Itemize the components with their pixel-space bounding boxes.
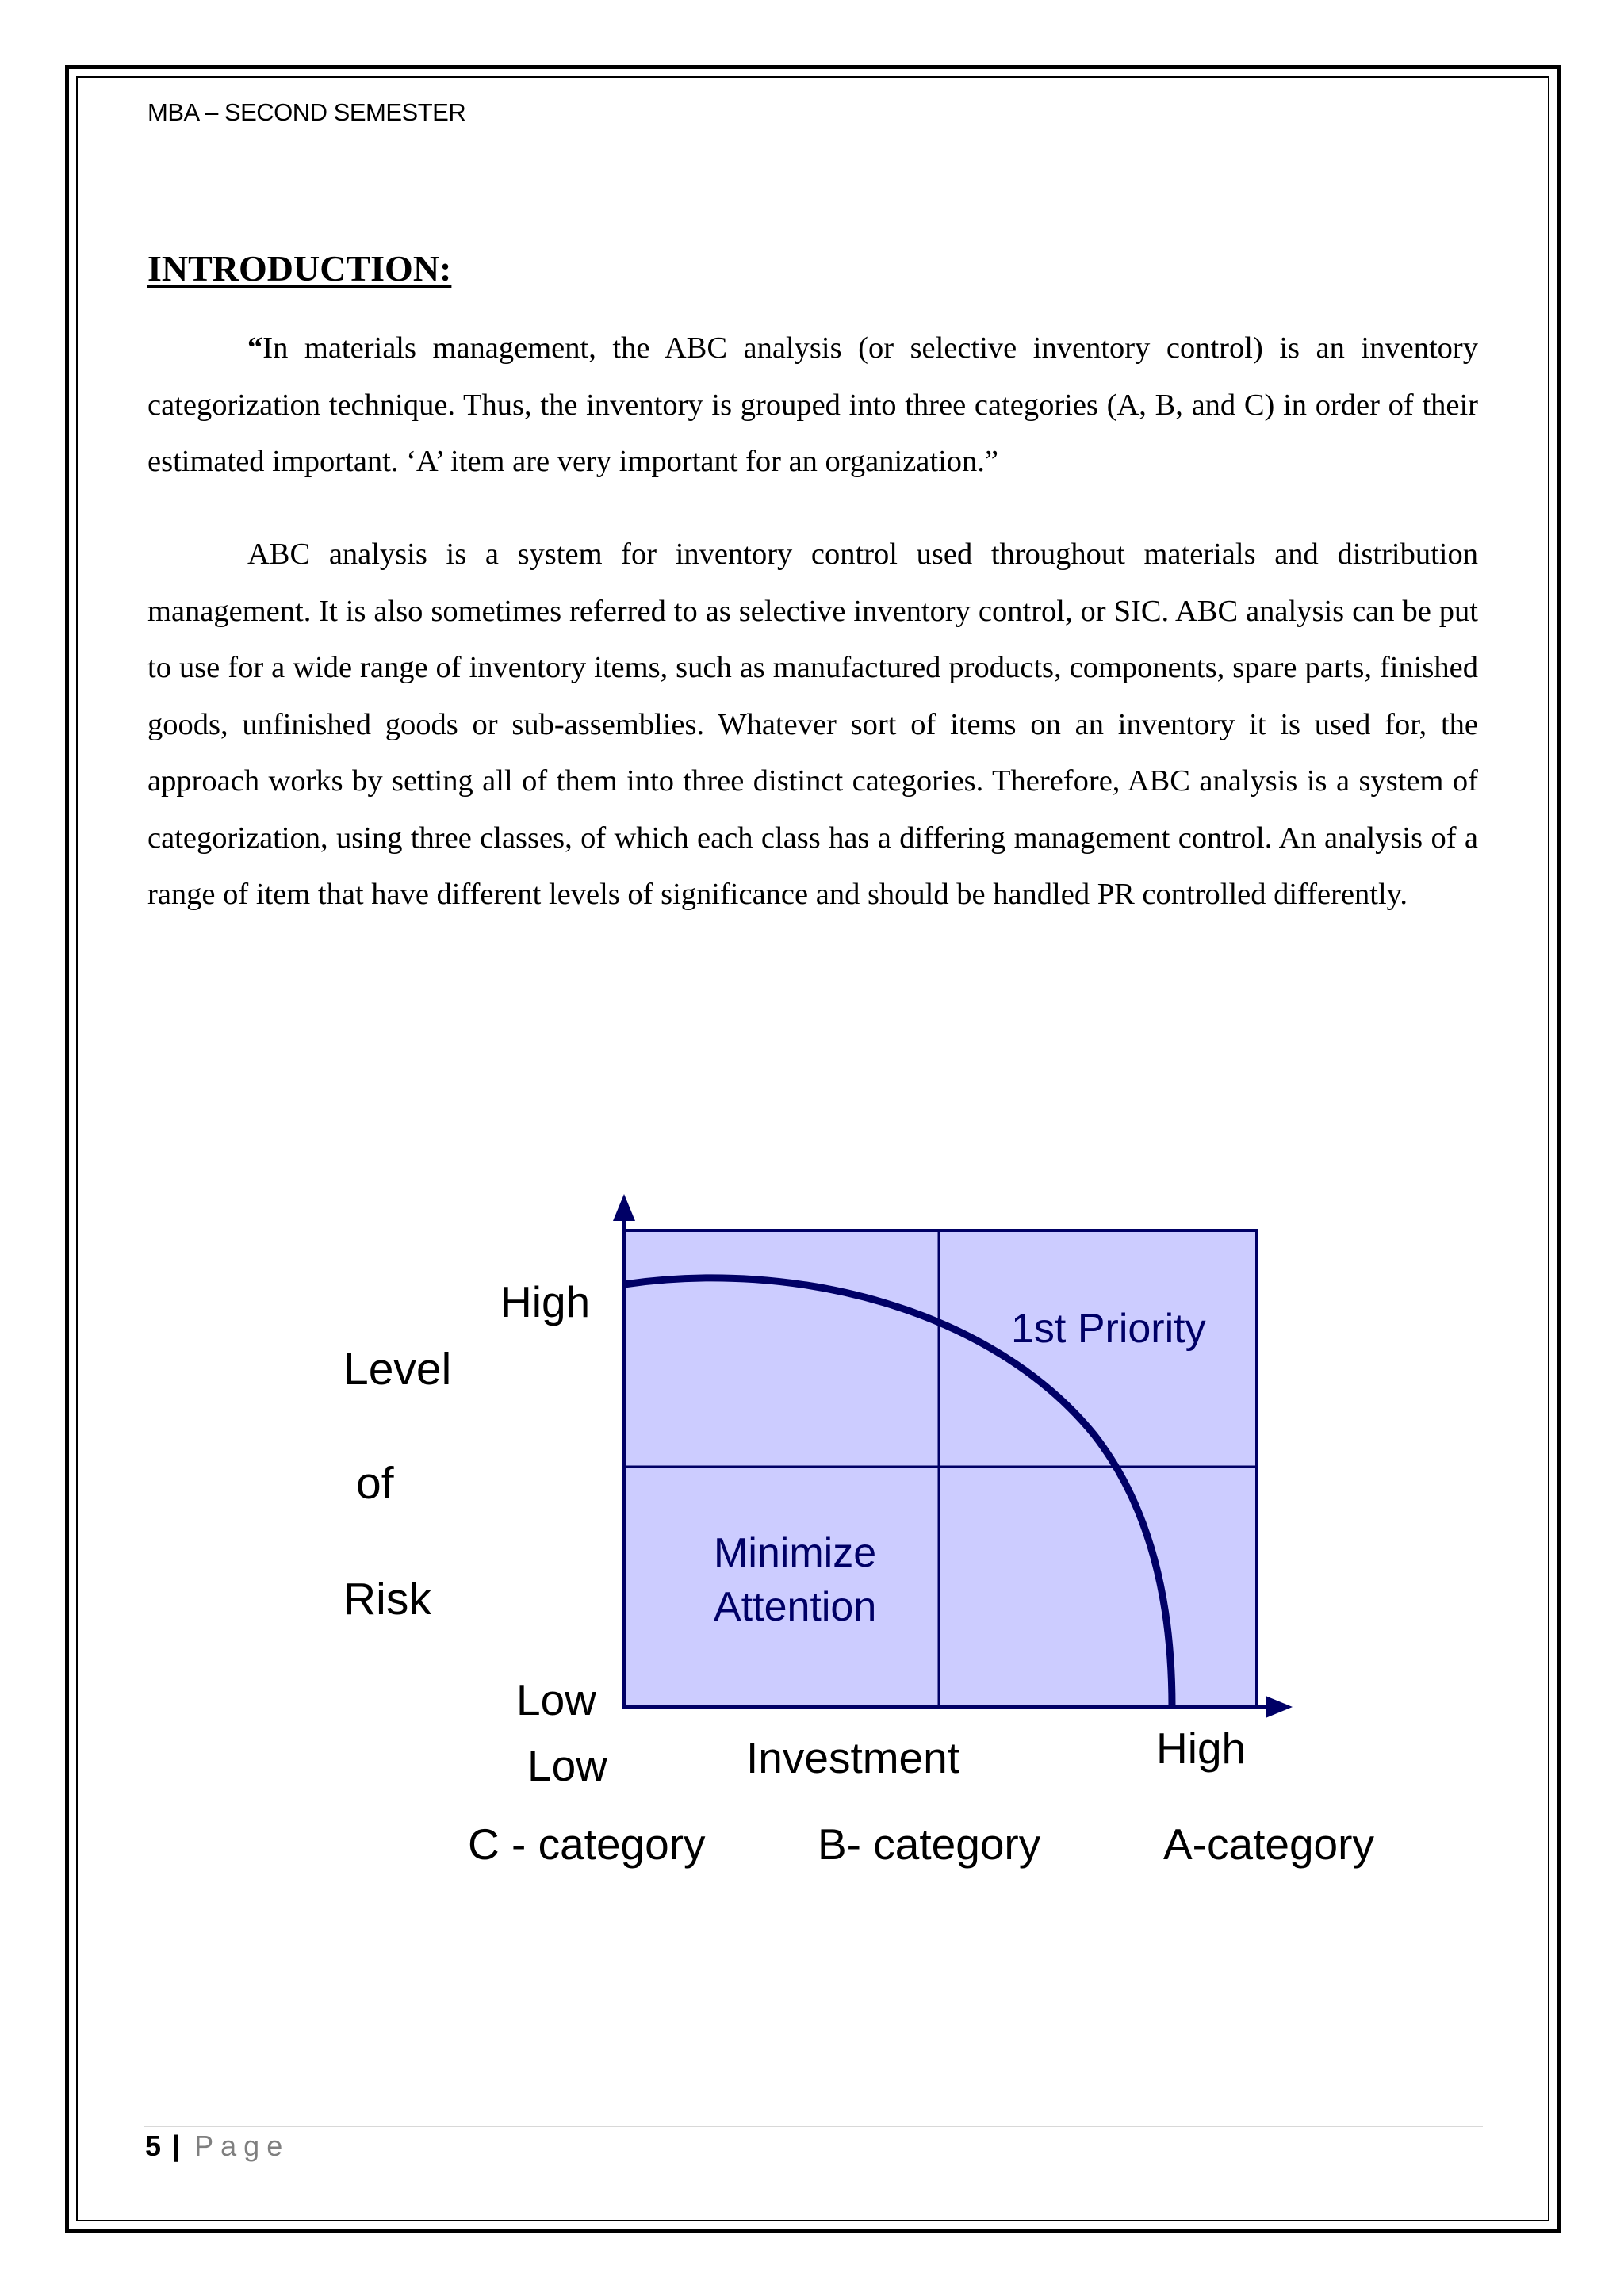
category-a-label: A-category	[1163, 1820, 1374, 1869]
page-word: Page	[194, 2130, 290, 2162]
y-axis-title-level: Level	[343, 1344, 452, 1395]
section-heading: INTRODUCTION:	[147, 248, 452, 289]
opening-quote-mark: “	[247, 331, 263, 365]
x-axis-arrowhead	[1266, 1696, 1293, 1718]
paragraph-explanation: ABC analysis is a system for inventory control used throughout materials and distribution management. It is also sometimes referred to as selective inventory control, or SIC. ABC analysis can be put to use for a wide range of inventory items, such as manufactured products, components, spare parts, finished goods, unfinished goods or sub-assemblies. Whatever sort of items on an inventory it is used for, the approach works by setting all of them into three distinct categories. Therefore, ABC analysis is a system of categorization, using three classes, of which each class has a differing management control. An analysis of a range of item that have different levels of significance and should be handled PR controlled differently.	[147, 538, 1478, 911]
y-axis-title-of: of	[356, 1458, 394, 1509]
x-axis-title: Investment	[746, 1733, 960, 1782]
y-axis-low-label: Low	[516, 1675, 596, 1724]
running-header: MBA – SECOND SEMESTER	[147, 98, 466, 126]
y-axis-high-label: High	[500, 1277, 591, 1326]
y-axis-title-risk: Risk	[343, 1574, 431, 1624]
category-c-label: C - category	[468, 1820, 706, 1869]
diagram-plot-area	[624, 1230, 1257, 1707]
category-b-label: B- category	[818, 1820, 1041, 1869]
quadrant-label-minimize: Minimize	[714, 1530, 877, 1576]
footer-rule	[144, 2126, 1483, 2127]
quadrant-label-attention: Attention	[714, 1584, 877, 1630]
quadrant-label-1st-priority: 1st Priority	[1011, 1306, 1206, 1352]
footer-separator: |	[172, 2130, 181, 2162]
x-axis-low-label: Low	[527, 1741, 607, 1790]
x-axis-high-label: High	[1156, 1724, 1247, 1773]
page-number: 5	[145, 2130, 162, 2162]
paragraph-definition-text: In materials management, the ABC analysis (or selective inventory control) is an inventory categorization technique. Thus, the inventory is grouped into three categories (A, B, and C) in order of their estimated important. ‘A’ item are very important for an organization.”	[147, 331, 1478, 478]
y-axis-arrowhead	[613, 1194, 635, 1221]
page-footer	[145, 2130, 289, 2163]
